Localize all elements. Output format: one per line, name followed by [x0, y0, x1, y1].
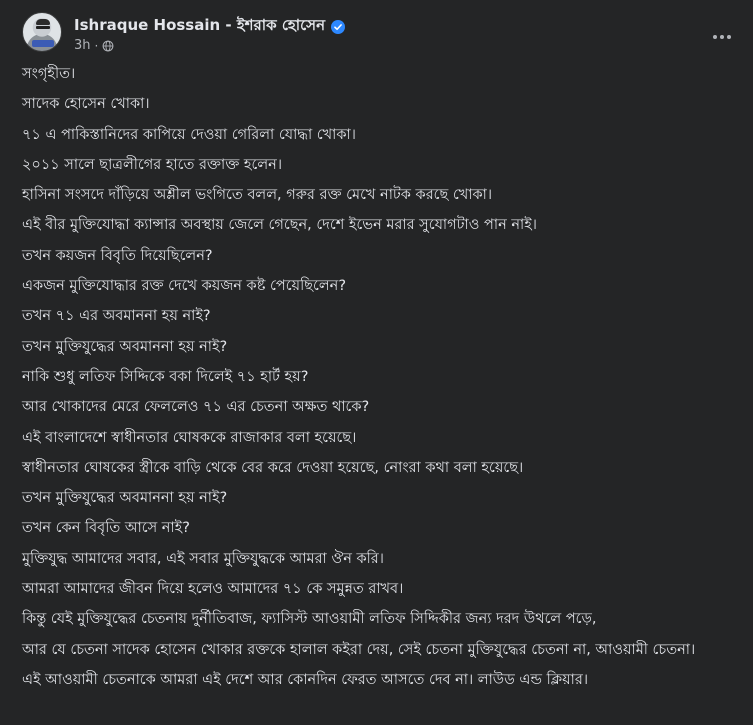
post-line: আর যে চেতনা সাদেক হোসেন খোকার রক্তকে হালাল কইরা দেয়, সেই চেতনা মুক্তিযুদ্ধের চেতনা না, আওয়ামী চেতনা।: [22, 641, 696, 658]
author-row: [74, 14, 345, 39]
post-body: [22, 63, 739, 699]
post-line: স্বাধীনতার ঘোষকের স্ত্রীকে বাড়ি থেকে বের করে দেওয়া হয়েছে, নোংরা কথা বলা হয়েছে।: [22, 459, 524, 476]
post-line: নাকি শুধু লতিফ সিদ্দিকে বকা দিলেই ৭১ হার্ট হয়?: [22, 368, 309, 385]
post-line: তখন কয়জন বিবৃতি দিয়েছিলেন?: [22, 247, 213, 264]
post-header: [22, 12, 753, 60]
post-line: এই আওয়ামী চেতনাকে আমরা এই দেশে আর কোনদিন ফেরত আসতে দেব না। লাউড এন্ড ক্লিয়ার।: [22, 671, 589, 688]
post-line: এই বীর মুক্তিযোদ্ধা ক্যান্সার অবস্থায় জেলে গেছেন, দেশে ইভেন মরার সুযোগটাও পান নাই।: [22, 217, 537, 234]
post-line: কিন্তু যেই মুক্তিযুদ্ধের চেতনায় দুর্নীতিবাজ, ফ্যাসিস্ট আওয়ামী লতিফ সিদ্দিকীর জন্য দরদ উথলে পড়ে,: [22, 611, 597, 628]
post-line: মুক্তিযুদ্ধ আমাদের সবার, এই সবার মুক্তিযুদ্ধকে আমরা ঔন করি।: [22, 550, 384, 567]
post-line: তখন কেন বিবৃতি আসে নাই?: [22, 520, 190, 537]
post-line: এই বাংলাদেশে স্বাধীনতার ঘোষককে রাজাকার বলা হয়েছে।: [22, 429, 357, 446]
more-options-icon[interactable]: [711, 34, 733, 40]
verified-badge-icon: [331, 20, 345, 34]
post-line: তখন মুক্তিযুদ্ধের অবমাননা হয় নাই?: [22, 490, 228, 507]
avatar[interactable]: [22, 12, 62, 52]
post-line: একজন মুক্তিযোদ্ধার রক্ত দেখে কয়জন কষ্ট পেয়েছিলেন?: [22, 278, 347, 295]
author-name[interactable]: Ishraque Hossain - ইশরাক হোসেন: [74, 16, 326, 34]
post-line: আর খোকাদের মেরে ফেললেও ৭১ এর চেতনা অক্ষত থাকে?: [22, 399, 370, 416]
post-meta: [74, 38, 114, 53]
post-time[interactable]: 3h: [74, 38, 91, 53]
post-line: আমরা আমাদের জীবন দিয়ে হলেও আমাদের ৭১ কে সমুন্নত রাখব।: [22, 581, 404, 598]
globe-icon: [102, 40, 114, 52]
post-line: তখন ৭১ এর অবমাননা হয় নাই?: [22, 308, 211, 325]
post-line: সাদেক হোসেন খোকা।: [22, 96, 150, 113]
meta-separator: ·: [94, 38, 99, 53]
post-line: হাসিনা সংসদে দাঁড়িয়ে অশ্লীল ভংগিতে বলল, গরুর রক্ত মেখে নাটক করছে খোকা।: [22, 187, 493, 204]
post-line: ৭১ এ পাকিস্তানিদের কাপিয়ে দেওয়া গেরিলা যোদ্ধা খোকা।: [22, 126, 356, 143]
post-line: সংগৃহীত।: [22, 66, 76, 82]
post-line: ২০১১ সালে ছাত্রলীগের হাতে রক্তাক্ত হলেন।: [22, 156, 283, 173]
post-line: তখন মুক্তিযুদ্ধের অবমাননা হয় নাই?: [22, 338, 228, 355]
